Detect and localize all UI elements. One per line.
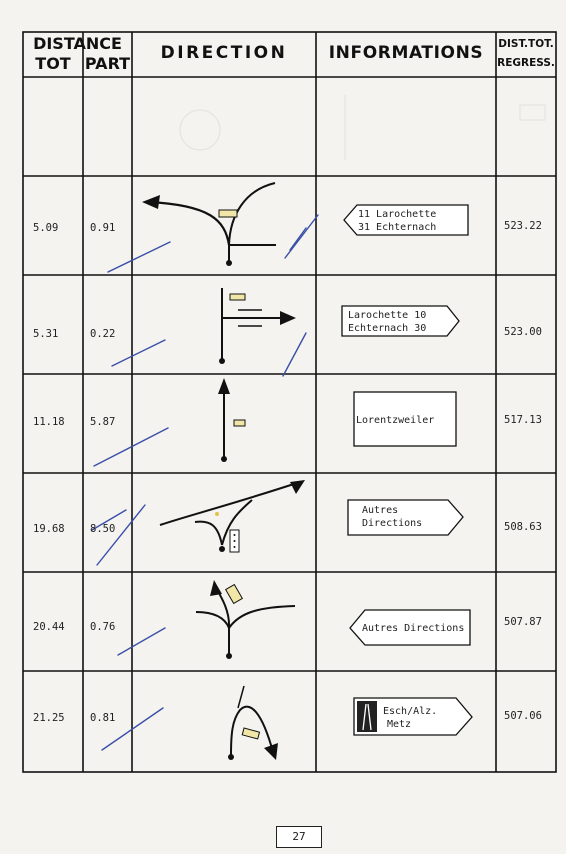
part-value: 5.87 — [90, 416, 116, 428]
part-value: 0.81 — [90, 712, 116, 724]
sign-text: Lorentzweiler — [356, 415, 435, 426]
part-value: 0.22 — [90, 328, 116, 340]
sign-text: Autres Directions — [362, 623, 465, 634]
part-value: 8.50 — [90, 523, 116, 535]
sign-text: Echternach 30 — [348, 323, 427, 334]
direction-header: DIRECTION — [160, 43, 288, 63]
motorway-icon — [357, 701, 377, 732]
regress-header: REGRESS. — [497, 57, 555, 69]
regress-value: 517.13 — [504, 414, 542, 426]
dist-tot-header: DIST.TOT. — [498, 38, 554, 50]
tot-value: 5.31 — [33, 328, 59, 340]
sign-text: Larochette 10 — [348, 310, 427, 321]
sign-text: 11 Larochette — [358, 209, 437, 220]
sign-row6 — [354, 698, 472, 735]
regress-value: 523.22 — [504, 220, 542, 232]
direction-diagram-row4 — [160, 480, 305, 552]
sign-text: 31 Echternach — [358, 222, 437, 233]
sign-text: Esch/Alz. — [383, 706, 438, 717]
distance-header: DISTANCE — [33, 34, 122, 53]
pen-tick-marks — [92, 215, 318, 750]
tot-value: 5.09 — [33, 222, 59, 234]
tot-value: 11.18 — [33, 416, 65, 428]
direction-diagram-row5 — [196, 580, 295, 659]
sign-text: Directions — [362, 518, 423, 529]
regress-value: 508.63 — [504, 521, 542, 533]
part-value: 0.91 — [90, 222, 116, 234]
direction-diagram-row2 — [219, 288, 296, 364]
sign-row5 — [350, 610, 470, 645]
sign-row2 — [342, 306, 459, 336]
regress-value: 507.06 — [504, 710, 542, 722]
sign-text: Metz — [387, 719, 412, 730]
tot-value: 20.44 — [33, 621, 65, 633]
tot-value: 21.25 — [33, 712, 65, 724]
bleed-through-marks — [180, 95, 545, 160]
page-number: 27 — [276, 826, 322, 848]
part-value: 0.76 — [90, 621, 116, 633]
informations-header: INFORMATIONS — [328, 43, 484, 63]
regress-value: 523.00 — [504, 326, 542, 338]
direction-diagram-row1 — [142, 183, 276, 266]
tot-header: TOT — [35, 54, 71, 73]
sign-text: Autres — [362, 505, 399, 516]
direction-diagram-row6 — [228, 686, 278, 760]
table-frame — [23, 32, 556, 772]
sign-row4 — [348, 500, 463, 535]
sign-row1 — [344, 205, 468, 235]
direction-diagram-row3 — [218, 378, 245, 462]
sign-row3 — [354, 392, 456, 446]
tot-value: 19.68 — [33, 523, 65, 535]
regress-value: 507.87 — [504, 616, 542, 628]
part-header: PART — [84, 54, 131, 73]
